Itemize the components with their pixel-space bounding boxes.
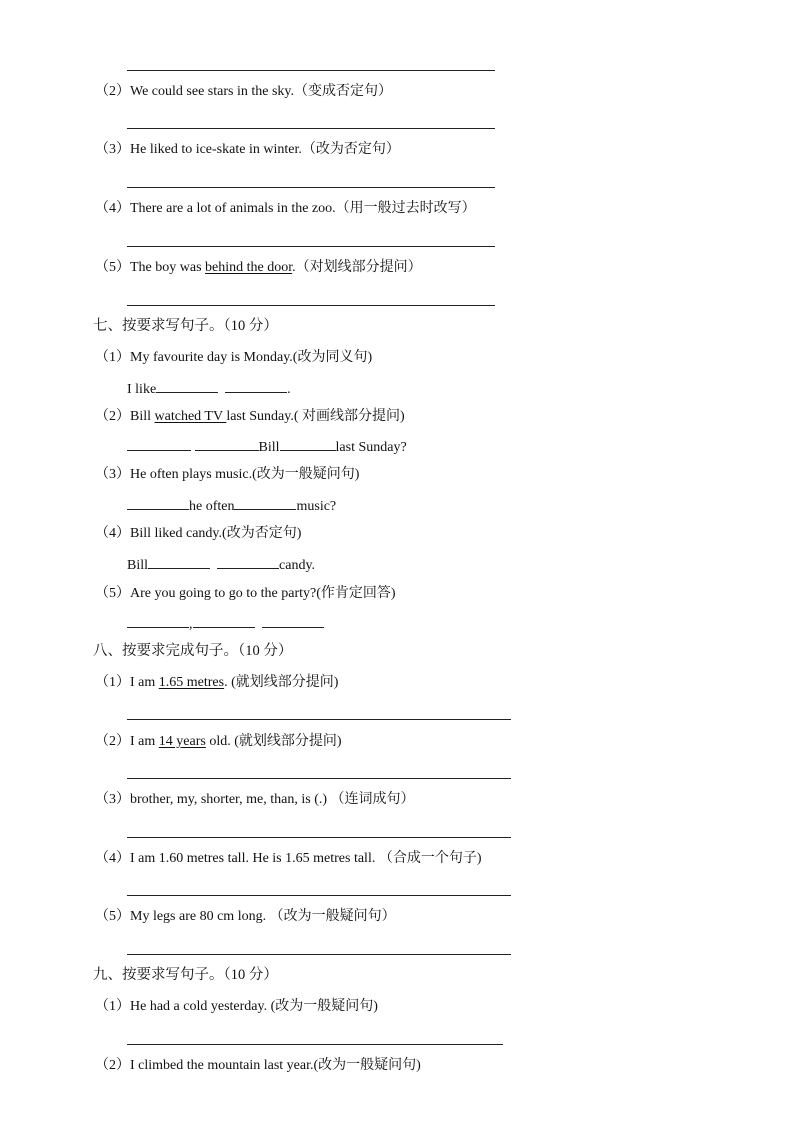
answer-line[interactable] <box>127 187 495 188</box>
question-8-2 <box>95 733 342 751</box>
question-instruction: (改为一般疑问句) <box>270 999 378 1014</box>
underlined-phrase: 14 years <box>158 734 206 749</box>
question-7-2 <box>95 408 405 426</box>
answer-line[interactable] <box>127 954 511 955</box>
question-7-5 <box>95 585 396 603</box>
question-number: （3） <box>95 142 130 157</box>
question-number: （1） <box>95 350 130 365</box>
section-8-title: 八、按要求完成句子。（10 分） <box>93 643 293 659</box>
answer-7-5 <box>127 615 324 634</box>
underlined-phrase: 1.65 metres <box>158 675 225 690</box>
answer-line[interactable] <box>127 778 511 779</box>
section-9-title: 九、按要求写句子。（10 分） <box>93 967 278 983</box>
question-9-1 <box>95 998 378 1016</box>
question-instruction: (改为同义句) <box>292 350 373 365</box>
question-number: （2） <box>95 84 130 99</box>
question-6-2 <box>95 83 392 101</box>
answer-7-3 <box>127 497 336 516</box>
question-number: （4） <box>95 526 130 541</box>
answer-7-4 <box>127 556 315 575</box>
answer-blank[interactable] <box>193 615 255 628</box>
question-text-end: . <box>292 260 296 275</box>
question-text: Are you going to go to the party? <box>130 586 317 601</box>
question-instruction: (就划线部分提问) <box>231 675 339 690</box>
question-text: He often plays music. <box>130 467 253 482</box>
answer-end: music? <box>296 499 337 514</box>
question-instruction: （用一般过去时改写） <box>335 201 476 216</box>
answer-line[interactable] <box>127 895 511 896</box>
answer-blank[interactable] <box>262 615 324 628</box>
question-7-1 <box>95 349 372 367</box>
question-number: （5） <box>95 260 130 275</box>
answer-blank[interactable] <box>127 497 189 510</box>
question-text: I climbed the mountain last year. <box>130 1058 314 1073</box>
answer-blank[interactable] <box>280 438 336 451</box>
answer-blank[interactable] <box>127 615 189 628</box>
answer-end: candy. <box>279 558 316 573</box>
question-number: （2） <box>95 1058 130 1073</box>
question-instruction: （对划线部分提问） <box>295 260 422 275</box>
question-number: （3） <box>95 467 130 482</box>
question-number: （5） <box>95 586 130 601</box>
question-instruction: （改为一般疑问句） <box>269 909 396 924</box>
question-number: （4） <box>95 201 130 216</box>
question-8-5 <box>95 908 396 926</box>
question-instruction: （合成一个句子) <box>378 851 482 866</box>
answer-line[interactable] <box>127 246 495 247</box>
question-text: I am 1.60 metres tall. He is 1.65 metres tall. <box>130 851 379 866</box>
question-text: We could see stars in the sky. <box>130 84 294 99</box>
question-instruction: (就划线部分提问) <box>234 734 342 749</box>
answer-prefix: I like <box>127 382 157 397</box>
answer-line[interactable] <box>127 719 511 720</box>
question-text: My legs are 80 cm long. <box>130 909 270 924</box>
answer-blank[interactable] <box>225 380 287 393</box>
answer-blank[interactable] <box>195 438 259 451</box>
answer-end: last Sunday? <box>335 440 407 455</box>
question-instruction: (改为否定句) <box>222 526 302 541</box>
question-text: He liked to ice-skate in winter. <box>130 142 302 157</box>
answer-7-2 <box>127 438 407 457</box>
question-6-5 <box>95 259 422 277</box>
question-text-start: The boy was <box>130 260 206 275</box>
question-instruction: （改为否定句） <box>301 142 400 157</box>
question-7-3 <box>95 466 359 484</box>
question-instruction: ( 对画线部分提问) <box>293 409 405 424</box>
question-number: （2） <box>95 409 130 424</box>
answer-blank[interactable] <box>127 438 191 451</box>
question-8-4 <box>95 850 482 868</box>
question-number: （5） <box>95 909 130 924</box>
question-instruction: (改为一般疑问句) <box>252 467 360 482</box>
answer-end: . <box>287 382 291 397</box>
question-number: （3） <box>95 792 130 807</box>
question-number: （1） <box>95 675 130 690</box>
question-instruction: (改为一般疑问句) <box>313 1058 421 1073</box>
question-7-4 <box>95 525 301 543</box>
answer-line[interactable] <box>127 305 495 306</box>
answer-blank[interactable] <box>217 556 279 569</box>
answer-blank[interactable] <box>148 556 210 569</box>
answer-7-1 <box>127 380 291 399</box>
question-text: My favourite day is Monday. <box>130 350 293 365</box>
question-text-end: last Sunday. <box>226 409 294 424</box>
question-6-4 <box>95 200 476 218</box>
question-text-end: old. <box>205 734 235 749</box>
answer-line[interactable] <box>127 837 511 838</box>
answer-comma: , <box>189 617 193 632</box>
answer-text: Bill <box>258 440 280 455</box>
question-instruction: (作肯定回答) <box>316 586 396 601</box>
question-text: brother, my, shorter, me, than, is (.) <box>130 792 331 807</box>
question-number: （2） <box>95 734 130 749</box>
question-text-start: I am <box>130 675 159 690</box>
question-text: Bill liked candy. <box>130 526 223 541</box>
question-6-3 <box>95 141 400 159</box>
underlined-phrase: behind the door <box>205 260 293 275</box>
question-9-2 <box>95 1057 421 1075</box>
answer-prefix: Bill <box>127 558 149 573</box>
answer-blank[interactable] <box>156 380 218 393</box>
underlined-phrase: watched TV <box>154 409 227 424</box>
question-text: There are a lot of animals in the zoo. <box>130 201 336 216</box>
question-text: He had a cold yesterday. <box>130 999 271 1014</box>
answer-line[interactable] <box>127 1044 503 1045</box>
question-text-start: I am <box>130 734 159 749</box>
question-instruction: （连词成句） <box>330 792 415 807</box>
question-number: （1） <box>95 999 130 1014</box>
answer-text: he often <box>189 499 235 514</box>
answer-blank[interactable] <box>234 497 296 510</box>
answer-line[interactable] <box>127 128 495 129</box>
question-8-3 <box>95 791 415 809</box>
question-8-1 <box>95 674 338 692</box>
section-7-title: 七、按要求写句子。（10 分） <box>93 318 278 334</box>
question-number: （4） <box>95 851 130 866</box>
question-text-end: . <box>224 675 232 690</box>
question-text-start: Bill <box>130 409 155 424</box>
question-instruction: （变成否定句） <box>293 84 392 99</box>
answer-line[interactable] <box>127 70 495 71</box>
